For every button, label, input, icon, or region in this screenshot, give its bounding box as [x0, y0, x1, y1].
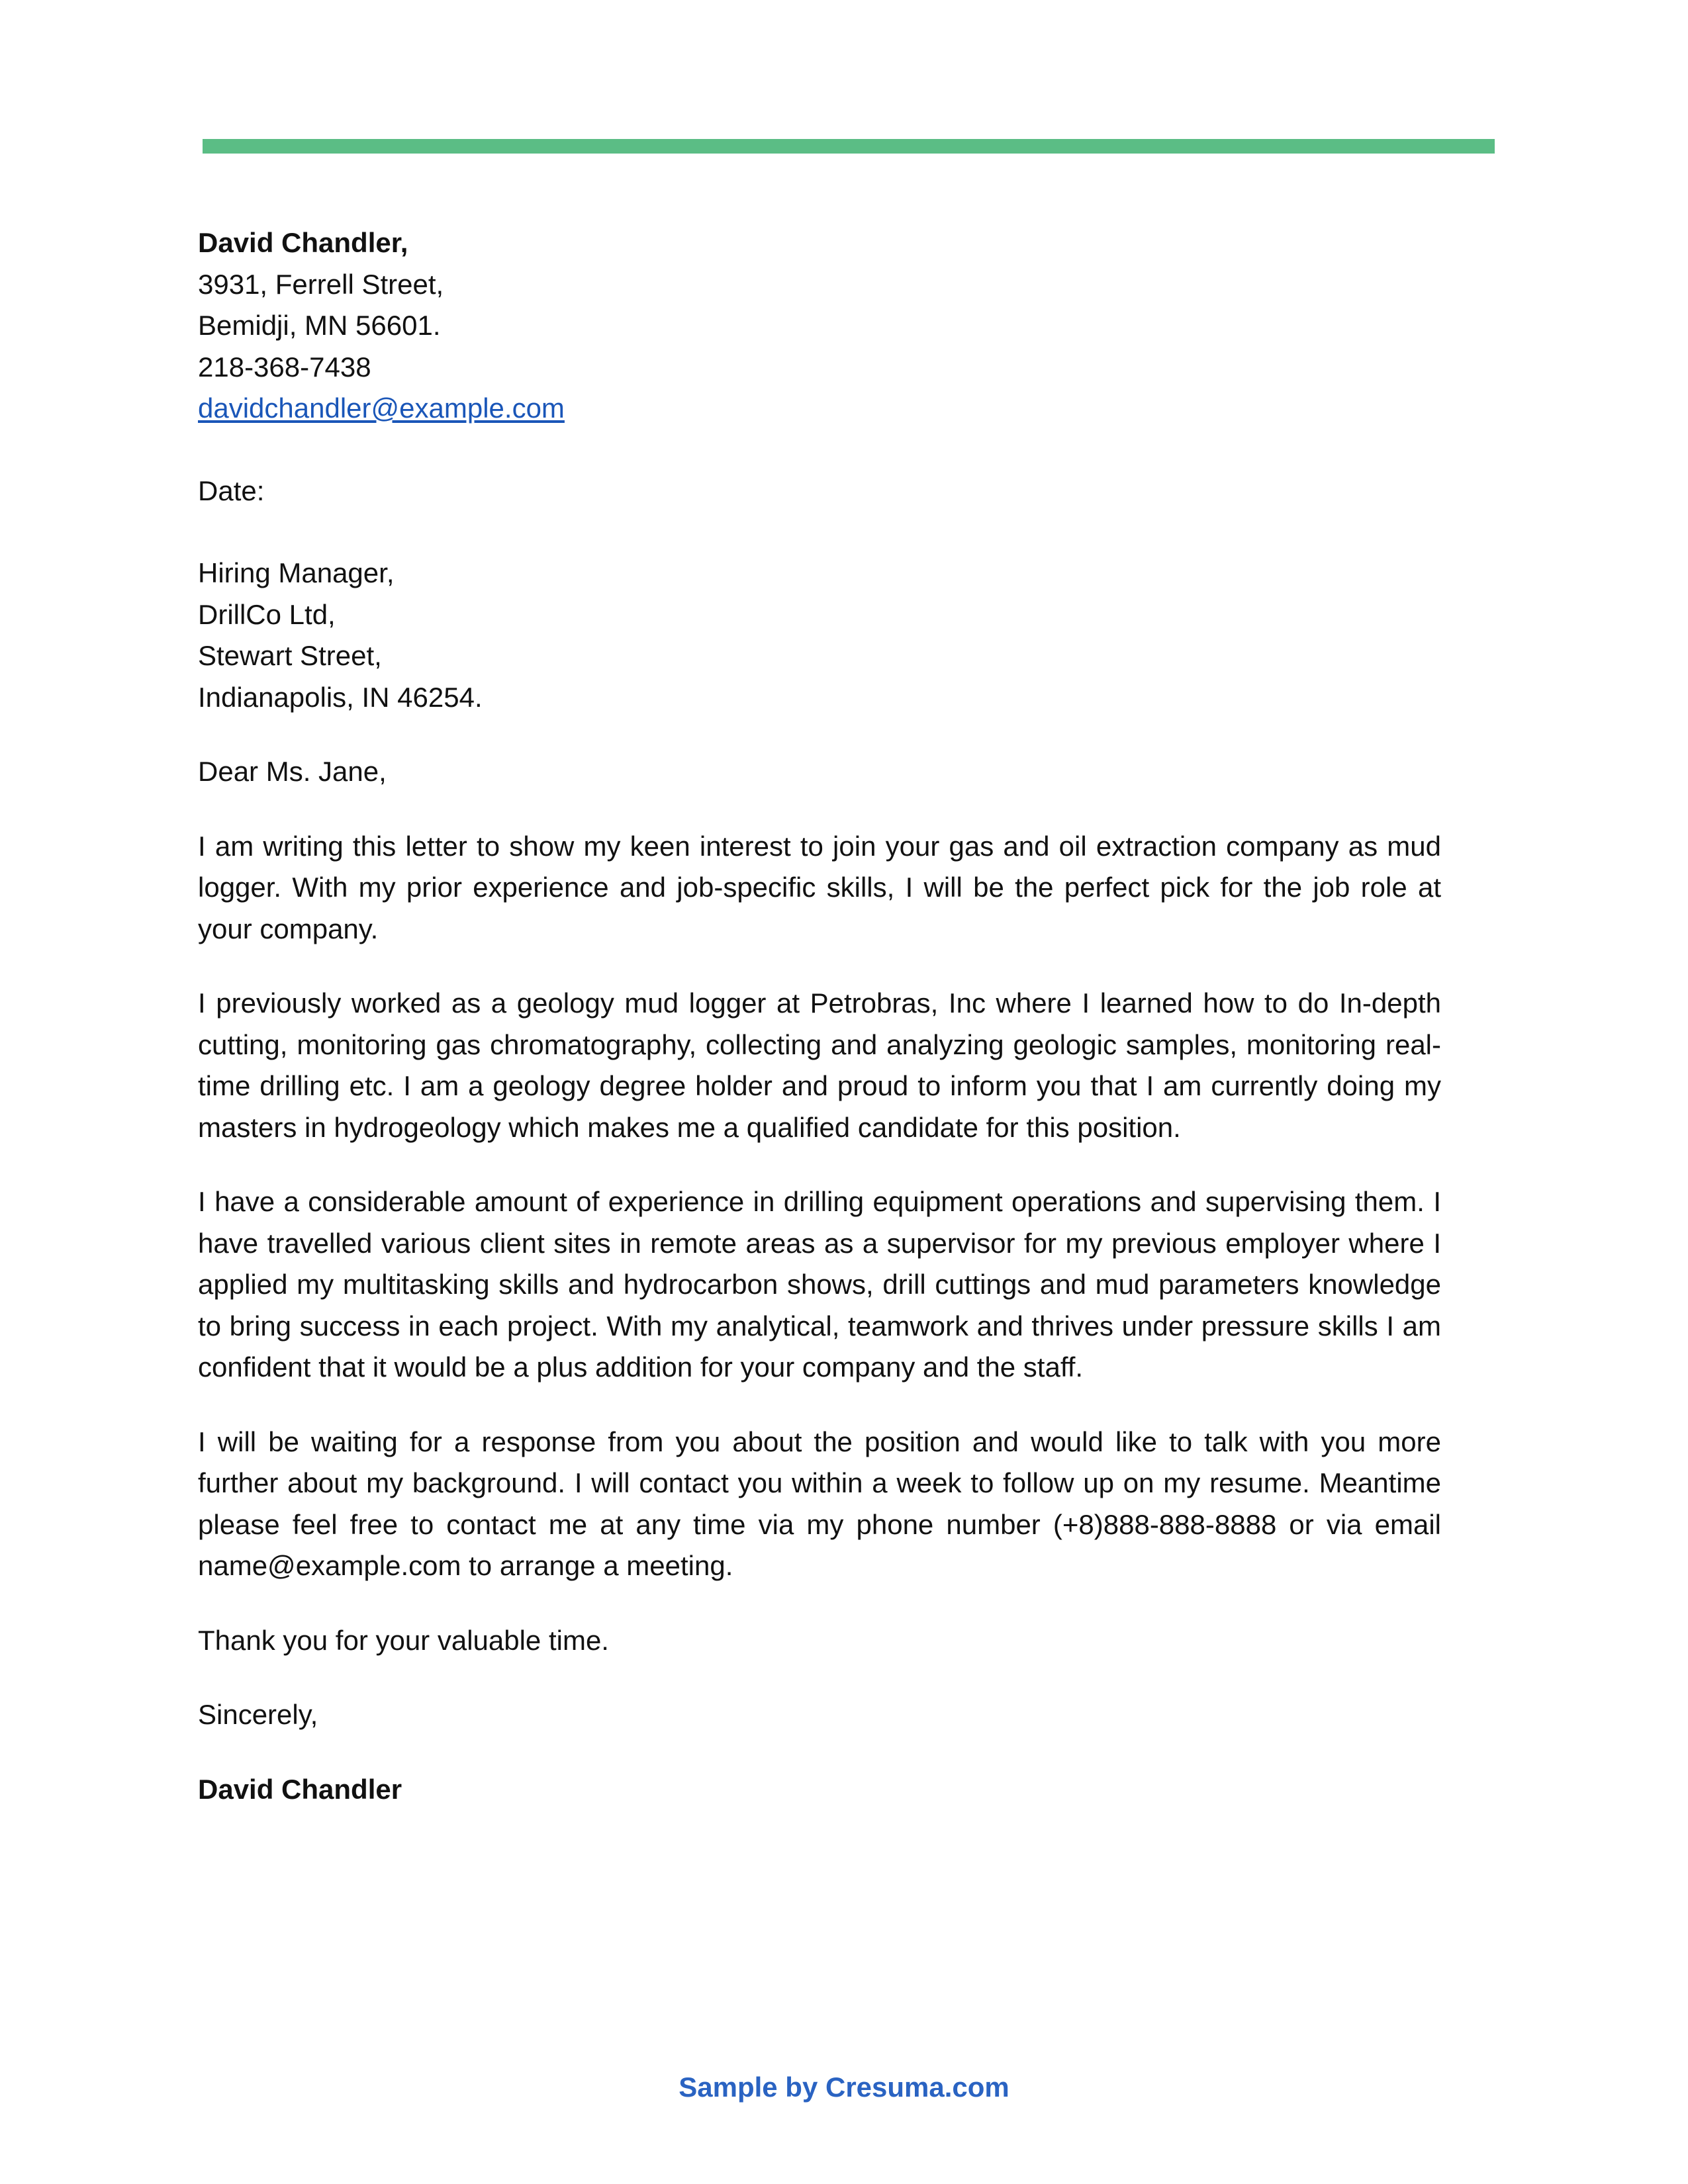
sender-block: [198, 222, 1441, 430]
cover-letter: [198, 222, 1441, 1810]
body-paragraph-4: I will be waiting for a response from you about the position and would like to talk with you more further about my background. I will contact you within a week to follow up on my resume. Meantime please feel free to contact me at any time via my phone number (+8)888-888-8888 or via email name@example.com to arrange a meeting.: [198, 1426, 1441, 1581]
recipient-block: [198, 553, 1441, 718]
closing: Sincerely,: [198, 1699, 318, 1730]
sender-phone: 218-368-7438: [198, 351, 371, 383]
sender-street: 3931, Ferrell Street,: [198, 268, 444, 300]
salutation: Dear Ms. Jane,: [198, 756, 387, 787]
recipient-title: Hiring Manager,: [198, 557, 395, 588]
sender-email-link[interactable]: davidchandler@example.com: [198, 392, 565, 424]
top-accent-bar: [203, 139, 1495, 154]
date-label: Date:: [198, 475, 265, 506]
body-paragraph-3: I have a considerable amount of experience in drilling equipment operations and supervising them. I have travelled various client sites in remote areas as a supervisor for my previous employer where I applied my multitasking skills and hydrocarbon shows, drill cuttings and mud parameters knowledge to bring success in each project. With my analytical, teamwork and thrives under pressure skills I am confident that it would be a plus addition for your company and the staff.: [198, 1186, 1441, 1383]
body-paragraph-2: I previously worked as a geology mud logger at Petrobras, Inc where I learned how to do In-depth cutting, monitoring gas chromatography, collecting and analyzing geologic samples, monitoring real-time drilling etc. I am a geology degree holder and proud to inform you that I am currently doing my masters in hydrogeology which makes me a qualified candidate for this position.: [198, 987, 1441, 1143]
footer-credit: Sample by Cresuma.com: [679, 2071, 1009, 2103]
body-paragraph-1: I am writing this letter to show my keen interest to join your gas and oil extraction company as mud logger. With my prior experience and job-specific skills, I will be the perfect pick for the job role at your company.: [198, 830, 1441, 944]
signature-name: David Chandler: [198, 1773, 402, 1805]
recipient-city: Indianapolis, IN 46254.: [198, 681, 483, 713]
recipient-company: DrillCo Ltd,: [198, 598, 336, 630]
sender-city: Bemidji, MN 56601.: [198, 310, 441, 341]
recipient-street: Stewart Street,: [198, 640, 382, 671]
thanks-line: Thank you for your valuable time.: [198, 1624, 609, 1656]
sender-name: David Chandler,: [198, 227, 408, 258]
